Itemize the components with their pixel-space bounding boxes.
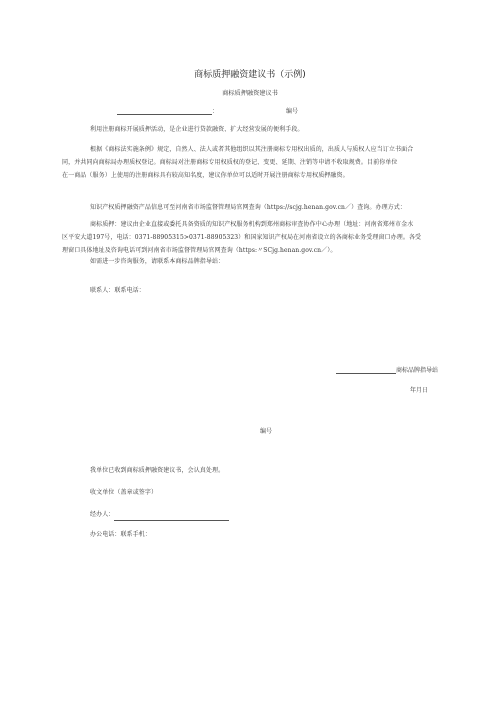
receipt-number-label: 编号: [259, 428, 272, 435]
paragraph-procedure: [62, 218, 440, 257]
receipt-handler-row: [62, 508, 440, 521]
receipt-phone: 办公电话：联系手机：: [90, 531, 152, 538]
paragraph-query: 知识产权质押融资产品信息可至河南省市场监督管理局官网查询（https://scjg.henan.gov.cn／）查询。办理方式：: [90, 204, 407, 211]
signature-blank-line: [336, 366, 396, 374]
receipt-unit: 收文单位（盖章或签字）: [90, 489, 158, 496]
document-subtitle: 商标质押融资建议书: [222, 90, 278, 97]
procedure-line-3: 理窗口具体地址及咨询电话可到河南省市场监督管理局官网查询（https:〃SCjg.henan.gov.cn／）。: [62, 247, 337, 254]
paragraph-regulation: [62, 143, 440, 182]
regulation-line-1: 根据《商标法实施条例》规定，自然人、法人或者其他组织以其注册商标专用权出质的，出质人与质权人应当订立书面合: [90, 146, 414, 153]
regulation-line-3: 在一商品（服务）上使用的注册商标具有较高知名度，建议你单位可以适时开展注册商标专用权质押融资。: [62, 172, 349, 179]
signature-label: 商标品牌指导站: [396, 367, 439, 374]
receipt-acknowledgement: 我单位已收到商标质押融资建议书，会认真处理。: [90, 467, 225, 474]
procedure-line-2: 区平安大道197号，电话：0371-88905315>0371-88905323）和国家知识产权局在河南省设立的各商标业务受理窗口办理。各受: [62, 234, 422, 241]
paragraph-intro: 利用注册商标开展质押活动，是企业进行贷款融资、扩大经营发展的便利手段。: [90, 126, 304, 133]
recipient-blank-line: [117, 107, 212, 115]
recipient-blank-row: [117, 106, 218, 115]
document-title: 商标质押融资建议书（示例): [194, 70, 306, 80]
signature-date: 年月日: [410, 387, 429, 394]
receipt-handler-blank-line: [114, 513, 229, 521]
recipient-colon: ：: [212, 108, 219, 115]
regulation-line-2: 同，并共同向商标局办理质权登记。商标局对注册商标专用权质权的登记、变更、延期、注销等申请不收取规费。目前你单位: [62, 159, 398, 166]
contact-line: 联系人：联系电话：: [90, 287, 145, 294]
paragraph-consult: 如需进一步咨询服务，请联系本商标品牌指导站：: [90, 258, 225, 265]
signature-row: [336, 365, 438, 374]
receipt-handler-label: 经办人：: [90, 511, 115, 518]
procedure-line-1: 商标质押：建议由企业直接或委托具备资质的知识产权服务机构到郑州商标审查协作中心办理（地址：河南省郑州市金水: [90, 221, 414, 228]
header-number-label: 编号: [286, 108, 299, 115]
